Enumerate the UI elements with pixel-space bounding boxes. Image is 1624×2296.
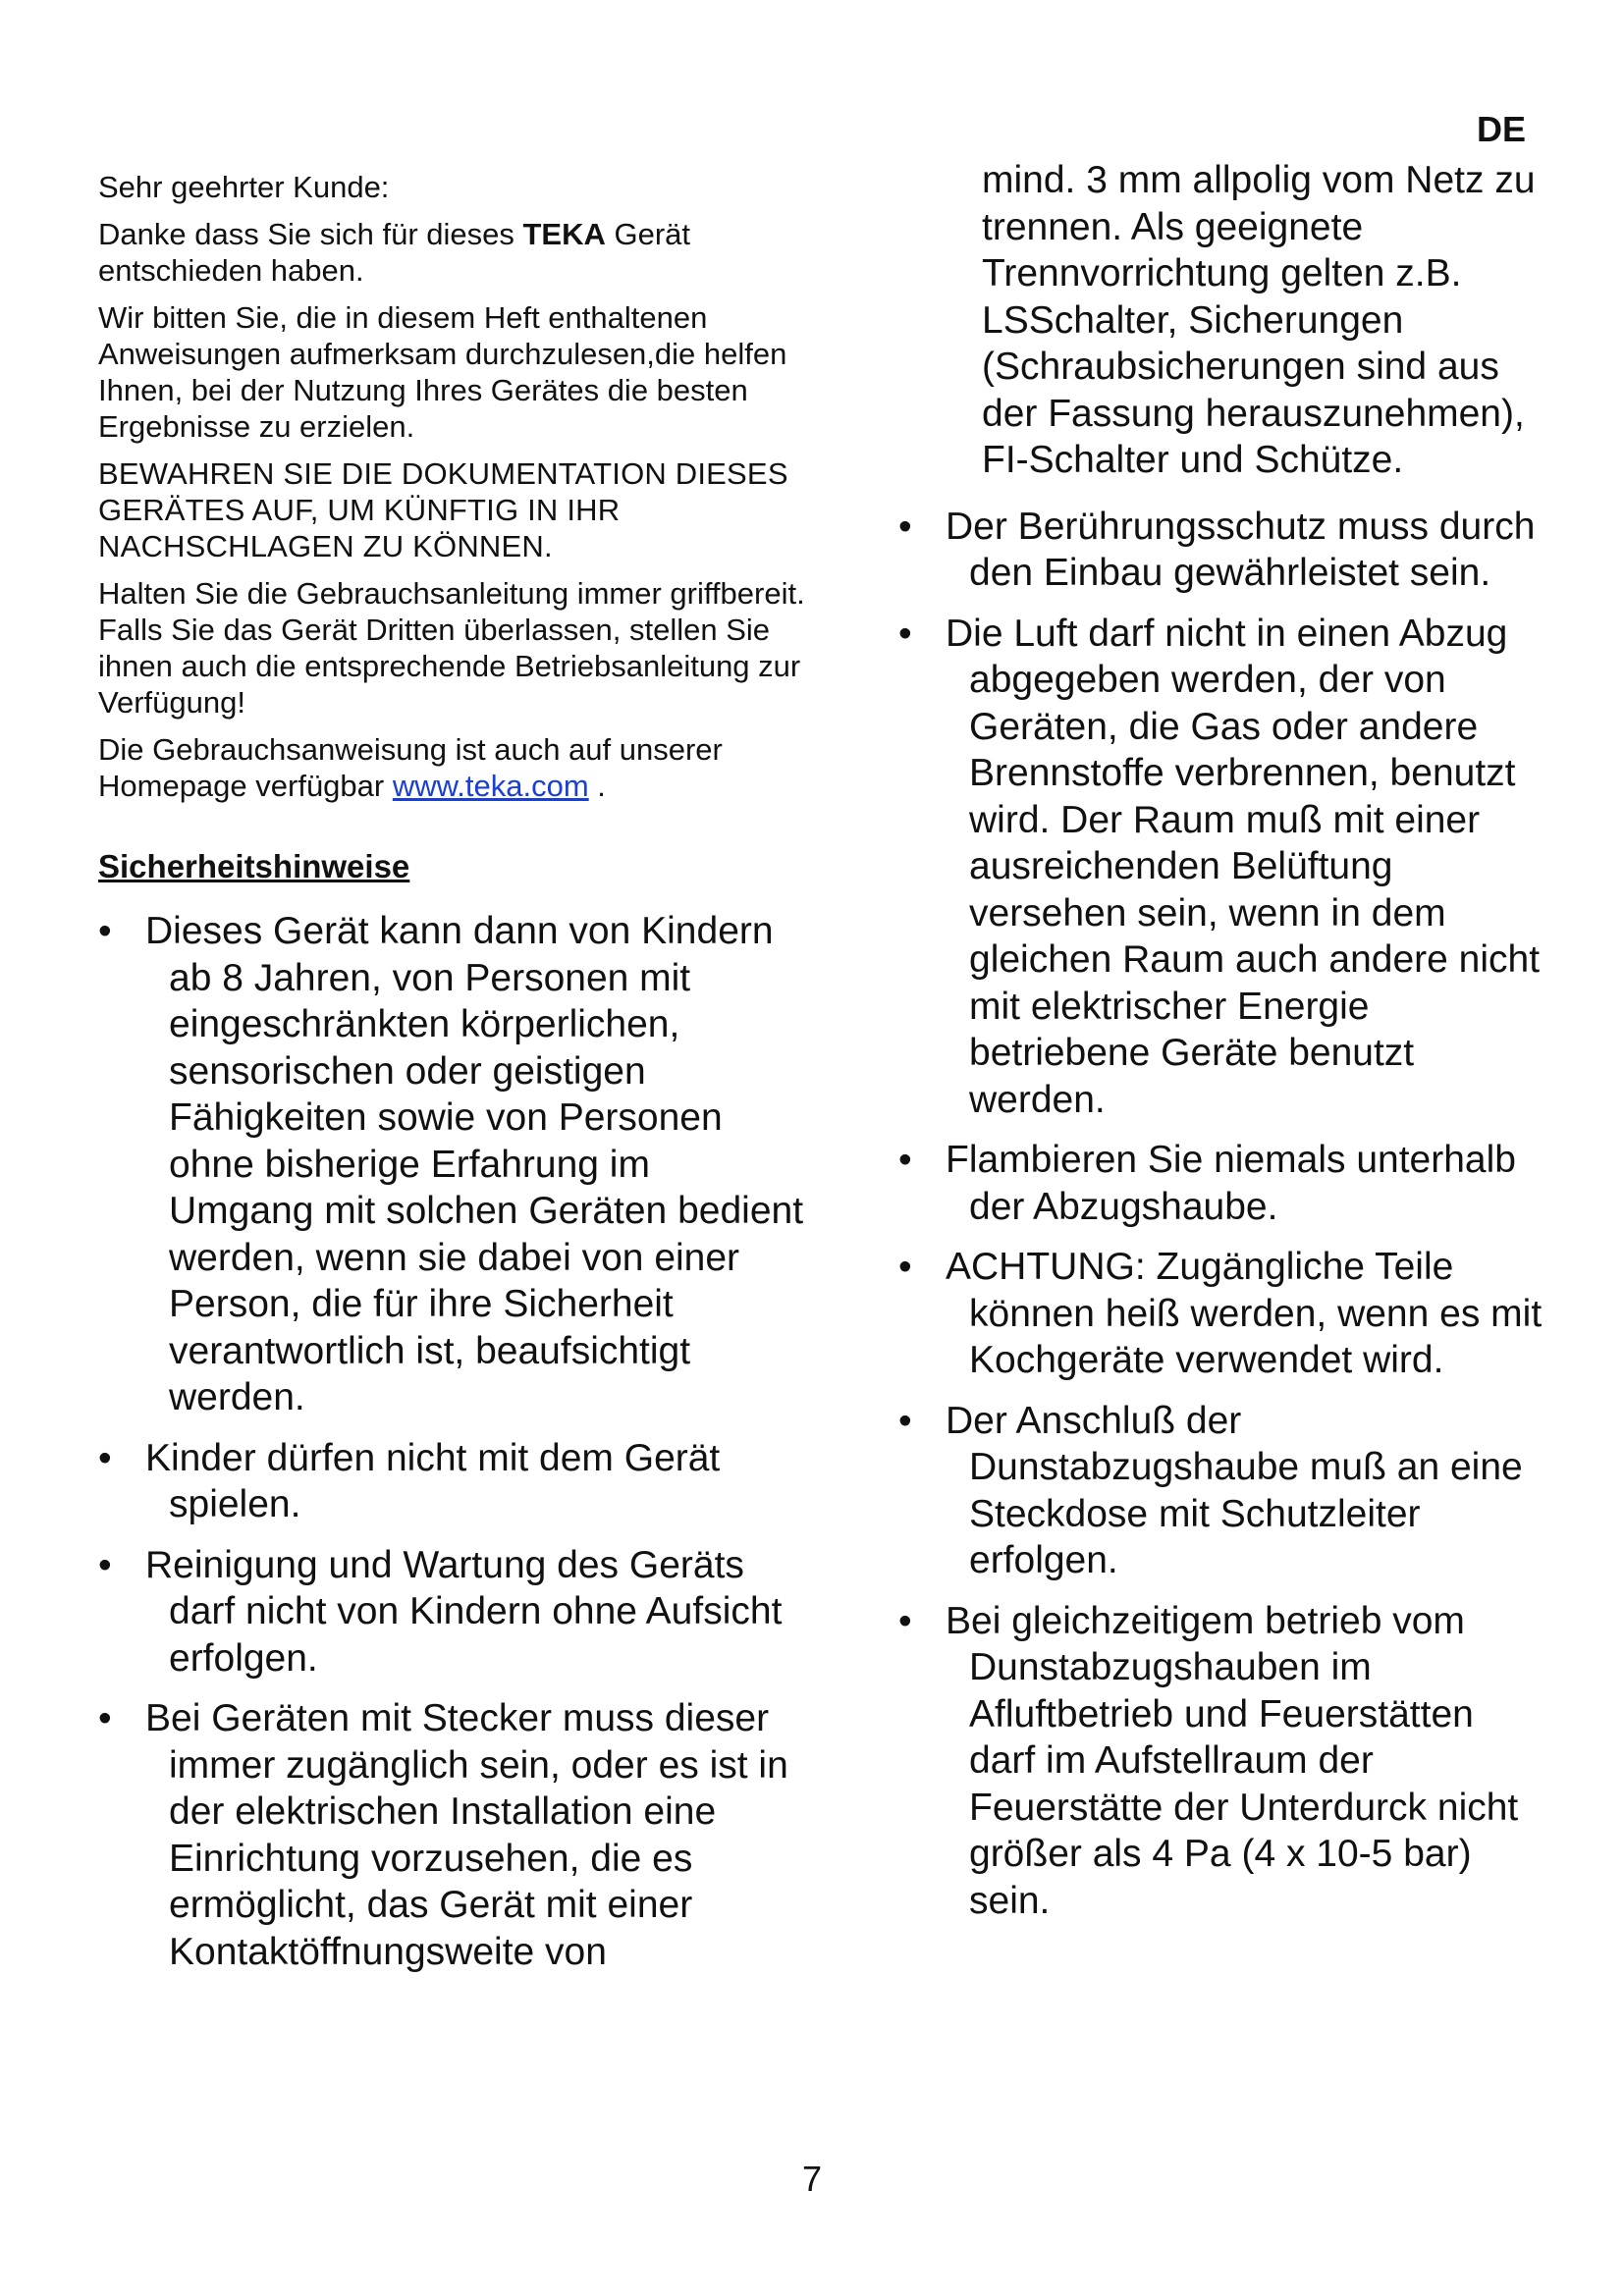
homepage-text: Die Gebrauchsanweisung ist auch auf unserer Homepage verfügbar: [98, 732, 723, 803]
safety-item-continuation: mind. 3 mm allpolig vom Netz zu trennen. Als geeignete Trennvorrichtung gelten z.B. LSSchalter, Sicherungen (Schraubsicherungen sind aus der Fassung herauszunehmen), FI-Schalter und Schütze.: [982, 159, 1536, 481]
language-code: DE: [1476, 109, 1526, 149]
safety-heading: Sicherheitshinweise: [98, 848, 410, 884]
safety-item: • Kinder dürfen nicht mit dem Gerät spielen.: [98, 1435, 805, 1528]
safety-item: • Bei Geräten mit Stecker muss dieser immer zugänglich sein, oder es ist in der elektrischen Installation eine Einrichtung vorzusehen, die es ermöglicht, das Gerät mit einer Kontaktöffnungsweite von: [98, 1695, 805, 1975]
thanks-text-pre: Danke dass Sie sich für dieses: [98, 217, 523, 251]
safety-item: • Dieses Gerät kann dann von Kindern ab 8 Jahren, von Personen mit eingeschränkten körperlichen, sensorischen oder geistigen Fähigkeiten sowie von Personen ohne bisherige Erfahrung im Umgang mit solchen Geräten bedient werden, wenn sie dabei von einer Person, die für ihre Sicherheit verantwortlich ist, beaufsichtigt werden.: [98, 908, 805, 1421]
brand-name: TEKA: [522, 217, 606, 251]
homepage-link[interactable]: www.teka.com: [392, 769, 589, 803]
greeting: Sehr geehrter Kunde:: [98, 170, 390, 204]
thanks-paragraph: [98, 216, 805, 289]
thanks-text-post: Gerät entschieden haben.: [98, 217, 691, 288]
keep-documentation-paragraph: BEWAHREN SIE DIE DOKUMENTATION DIESES GERÄTES AUF, UM KÜNFTIG IN IHR NACHSCHLAGEN ZU KÖNNEN.: [98, 456, 788, 563]
safety-item: • Bei gleichzeitigem betrieb vom Dunstabzugshauben im Afluftbetrieb und Feuerstätten darf im Aufstellraum der Feuerstätte der Unterdurck nicht größer als 4 Pa (4 x 10-5 bar) sein.: [898, 1598, 1546, 1925]
safety-item: • Die Luft darf nicht in einen Abzug abgegeben werden, der von Geräten, die Gas oder andere Brennstoffe verbrennen, benutzt wird. Der Raum muß mit einer ausreichenden Belüftung versehen sein, wenn in dem gleichen Raum auch andere nicht mit elektrischer Energie betriebene Geräte benutzt werden.: [898, 611, 1546, 1124]
safety-item: • Der Anschluß der Dunstabzugshaube muß an eine Steckdose mit Schutzleiter erfolgen.: [898, 1398, 1546, 1584]
safety-item: • Flambieren Sie niemals unterhalb der Abzugshaube.: [898, 1137, 1546, 1230]
safety-item: • Der Berührungsschutz muss durch den Einbau gewährleistet sein.: [898, 504, 1546, 597]
safety-item: • ACHTUNG: Zugängliche Teile können heiß werden, wenn es mit Kochgeräte verwendet wird.: [898, 1244, 1546, 1384]
left-column: [98, 169, 805, 1989]
right-column: [898, 157, 1546, 1938]
homepage-paragraph: [98, 731, 805, 804]
safety-item: • Reinigung und Wartung des Geräts darf nicht von Kindern ohne Aufsicht erfolgen.: [98, 1542, 805, 1682]
safety-list-right: [898, 504, 1546, 1925]
safety-list-left: [98, 908, 805, 1975]
read-instructions-paragraph: Wir bitten Sie, die in diesem Heft enthaltenen Anweisungen aufmerksam durchzulesen,die helfen Ihnen, bei der Nutzung Ihres Gerätes die besten Ergebnisse zu erzielen.: [98, 300, 787, 444]
page-number: 7: [801, 2159, 823, 2199]
keep-manual-paragraph: Halten Sie die Gebrauchsanleitung immer griffbereit. Falls Sie das Gerät Dritten überlassen, stellen Sie ihnen auch die entsprechende Betriebsanleitung zur Verfügung!: [98, 576, 805, 720]
homepage-text-end: .: [588, 769, 606, 803]
